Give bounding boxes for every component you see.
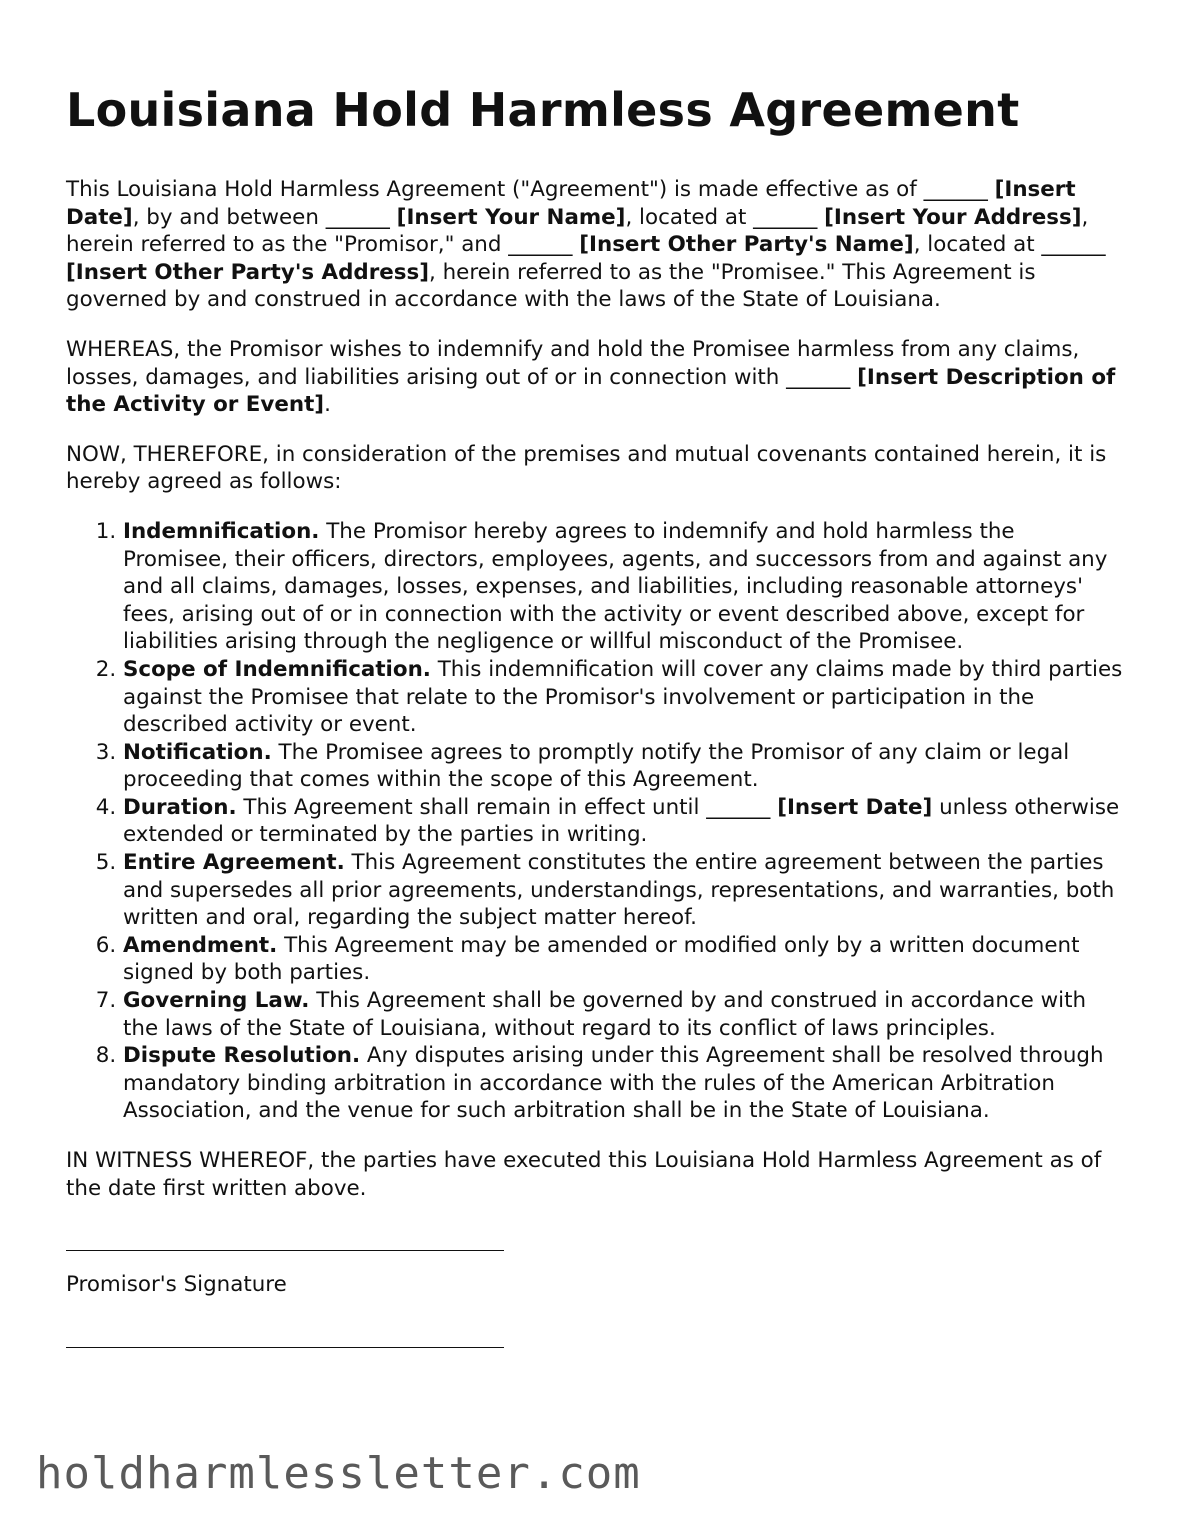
whereas-end: .	[324, 392, 331, 418]
date-placeholder: [Insert Date]	[777, 794, 933, 820]
clause-heading: Scope of Indemnification.	[123, 656, 431, 682]
document-page	[66, 82, 1126, 1348]
clause-heading: Indemnification.	[123, 518, 320, 544]
clause-text: This Agreement may be amended or modified only by a written document signed by both parties.	[123, 932, 1080, 986]
intro-text-1: This Louisiana Hold Harmless Agreement ("Agreement") is made effective as of	[66, 177, 924, 202]
clause-text: The Promisor hereby agrees to indemnify and hold harmless the Promisee, their officers, directors, employees, agents, and successors from and against any and all claims, damages, losses, expenses, and liabilities, including reasonable attorneys' fees, arising out of or in connection with the activity or event described above, except for liabilities arising through the negligence or willful misconduct of the Promisee.	[123, 518, 1108, 655]
clause-heading: Entire Agreement.	[123, 850, 345, 876]
document-title: Louisiana Hold Harmless Agreement	[66, 83, 1020, 137]
whereas-paragraph	[66, 336, 1126, 419]
clause-item	[123, 518, 1126, 656]
clause-text: Any disputes arising under this Agreement shall be resolved through mandatory binding arbitration in accordance with the rules of the American Arbitration Association, and the venue for such arbitration shall be in the State of Louisiana.	[123, 1043, 1104, 1124]
clause-item	[123, 849, 1126, 932]
your-name-placeholder: [Insert Your Name]	[396, 204, 626, 230]
clause-heading: Duration.	[123, 794, 237, 820]
second-signature-line[interactable]	[66, 1347, 504, 1348]
intro-text-6: , herein referred to as the "Promisee." This Agreement is governed by and construed in accordance with the laws of the State of Louisiana.	[66, 259, 1036, 313]
activity-placeholder: [Insert Description of the Activity or Event]	[66, 364, 1116, 418]
clause-text: This Agreement shall be governed by and construed in accordance with the laws of the State of Louisiana, without regard to its conflict of laws principles.	[123, 988, 1087, 1041]
clause-text: This indemnification will cover any claims made by third parties against the Promisee that relate to the Promisor's involvement or participation in the described activity or event.	[123, 656, 1123, 738]
your-address-placeholder: [Insert Your Address]	[824, 204, 1082, 230]
clause-text: This Agreement constitutes the entire agreement between the parties and supersedes all prior agreements, understandings, representations, and warranties, both written and oral, regarding the subject matter hereof.	[123, 850, 1115, 931]
clause-text: This Agreement shall remain in effect until	[236, 794, 707, 820]
other-party-name-placeholder: [Insert Other Party's Name]	[579, 232, 914, 258]
intro-text-2: , by and between	[132, 204, 326, 230]
site-watermark: holdharmlessletter.com	[36, 1448, 641, 1499]
clause-item	[123, 656, 1126, 739]
intro-text-4: , herein referred to as the "Promisor," and	[66, 204, 1089, 258]
now-therefore-paragraph: NOW, THEREFORE, in consideration of the premises and mutual covenants contained herein, it is hereby agreed as follows:	[66, 441, 1107, 495]
clause-heading: Governing Law.	[123, 988, 310, 1014]
date-placeholder: [Insert Date]	[66, 177, 1076, 230]
witness-paragraph: IN WITNESS WHEREOF, the parties have executed this Louisiana Hold Harmless Agreement as of the date first written above.	[66, 1148, 1102, 1201]
blank-line: ______	[923, 177, 988, 202]
blank-line: ______	[786, 364, 851, 390]
blank-line: ______	[706, 794, 771, 820]
promisor-signature-line[interactable]	[66, 1250, 504, 1251]
clause-item	[123, 739, 1126, 794]
clause-heading: Amendment.	[123, 932, 278, 958]
promisor-signature-label: Promisor's Signature	[66, 1272, 287, 1298]
clause-item	[123, 987, 1126, 1042]
clause-heading: Dispute Resolution.	[123, 1043, 361, 1069]
other-party-address-placeholder: [Insert Other Party's Address]	[66, 259, 430, 285]
whereas-text: WHEREAS, the Promisor wishes to indemnify and hold the Promisee harmless from any claims, losses, damages, and liabilities arising out of or in connection with	[66, 336, 1080, 390]
clause-item	[123, 794, 1126, 849]
blank-line: ______	[325, 204, 390, 230]
clause-item	[123, 1042, 1126, 1125]
clause-item	[123, 932, 1126, 987]
intro-text-5: , located at	[913, 232, 1042, 258]
blank-line: ______	[753, 204, 818, 230]
intro-paragraph	[66, 176, 1126, 314]
blank-line: ______	[508, 232, 573, 258]
clause-list	[66, 518, 1126, 1125]
clause-heading: Notification.	[123, 739, 272, 765]
clause-text-2: unless otherwise extended or terminated by the parties in writing.	[123, 794, 1120, 848]
clause-text: The Promisee agrees to promptly notify the Promisor of any claim or legal proceeding that comes within the scope of this Agreement.	[123, 739, 1070, 793]
intro-text-3: , located at	[625, 204, 754, 230]
blank-line: ______	[1041, 232, 1106, 258]
